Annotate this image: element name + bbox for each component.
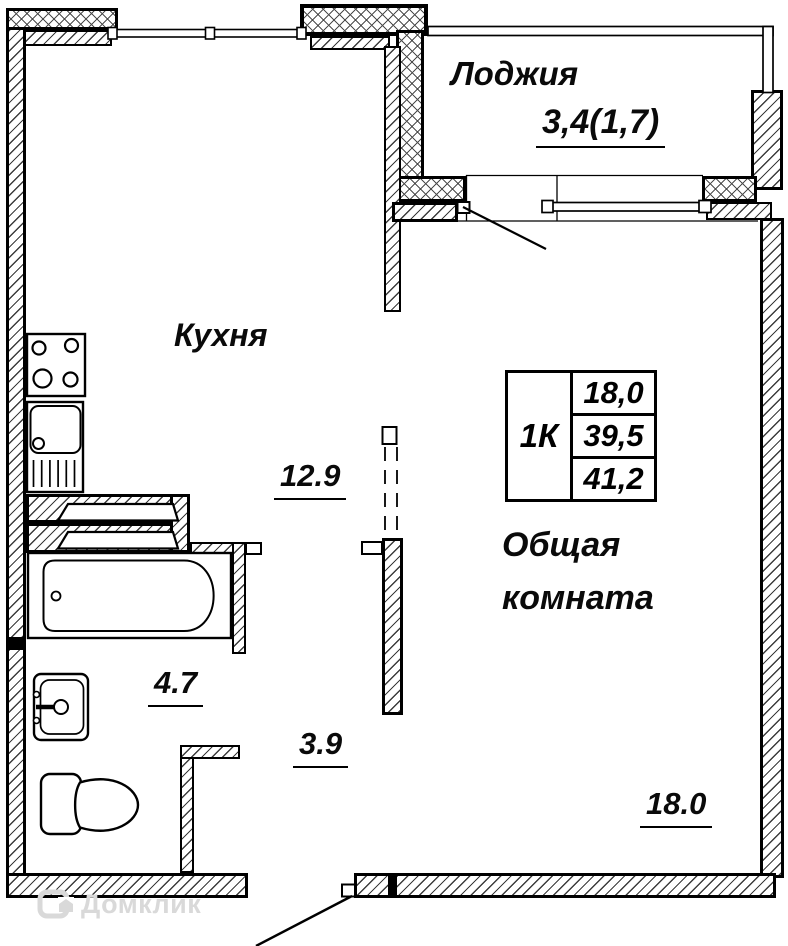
kitchen-window	[108, 28, 306, 40]
dashed-planned-wall	[383, 427, 398, 537]
info-total-area: 41,2	[573, 456, 654, 499]
sill-kitchen-window	[24, 30, 112, 46]
balcony-door	[458, 202, 547, 249]
bath-door-jamb	[246, 543, 261, 554]
wall-left	[6, 8, 26, 890]
wall-loggia-right-corner	[702, 176, 757, 202]
area-bathroom: 4.7	[148, 666, 203, 707]
stove	[27, 334, 85, 396]
wall-bottom-joint	[388, 873, 397, 898]
wall-toilet-horizontal	[180, 745, 240, 759]
sill-top-center	[310, 36, 390, 50]
wall-hall-partition	[382, 538, 403, 715]
area-loggia: 3,4(1,7)	[536, 104, 665, 148]
apartment-info-box	[505, 370, 657, 502]
wall-right	[760, 218, 784, 878]
area-hallway: 3.9	[293, 727, 348, 768]
wall-bottom-right	[354, 873, 776, 898]
wall-bath-right	[232, 542, 246, 654]
apartment-type: 1К	[519, 417, 559, 454]
wall-toilet-vertical	[180, 745, 194, 873]
entrance-door	[256, 885, 355, 946]
info-area: 39,5	[573, 413, 654, 456]
closet-bar-bottom	[26, 523, 190, 553]
wall-kitchen-right	[384, 46, 401, 312]
domclick-logo-icon	[36, 888, 74, 920]
watermark	[36, 888, 201, 920]
room-label-kitchen: Кухня	[174, 317, 268, 353]
watermark-text: Домклик	[81, 888, 202, 919]
area-living: 18.0	[640, 787, 712, 828]
wall-left-joint	[6, 637, 26, 650]
room-label-loggia: Лоджия	[451, 55, 579, 92]
room-label-living-line2: комната	[502, 579, 654, 617]
hall-door-jamb	[362, 542, 382, 554]
washbasin	[34, 674, 89, 740]
kitchen-sink	[27, 402, 83, 492]
toilet	[41, 774, 138, 834]
sill-balcony-door	[392, 202, 458, 222]
wall-loggia-right-block	[751, 90, 783, 190]
wall-top-kitchen	[6, 8, 118, 30]
area-kitchen: 12.9	[274, 459, 346, 500]
wall-loggia-divider-corner	[396, 176, 466, 202]
closet-bar-top	[26, 494, 190, 523]
bathtub	[28, 553, 231, 638]
room-label-living-line1: Общая	[502, 526, 621, 564]
closet-end-cap	[170, 494, 190, 553]
info-living-area: 18,0	[583, 375, 644, 410]
